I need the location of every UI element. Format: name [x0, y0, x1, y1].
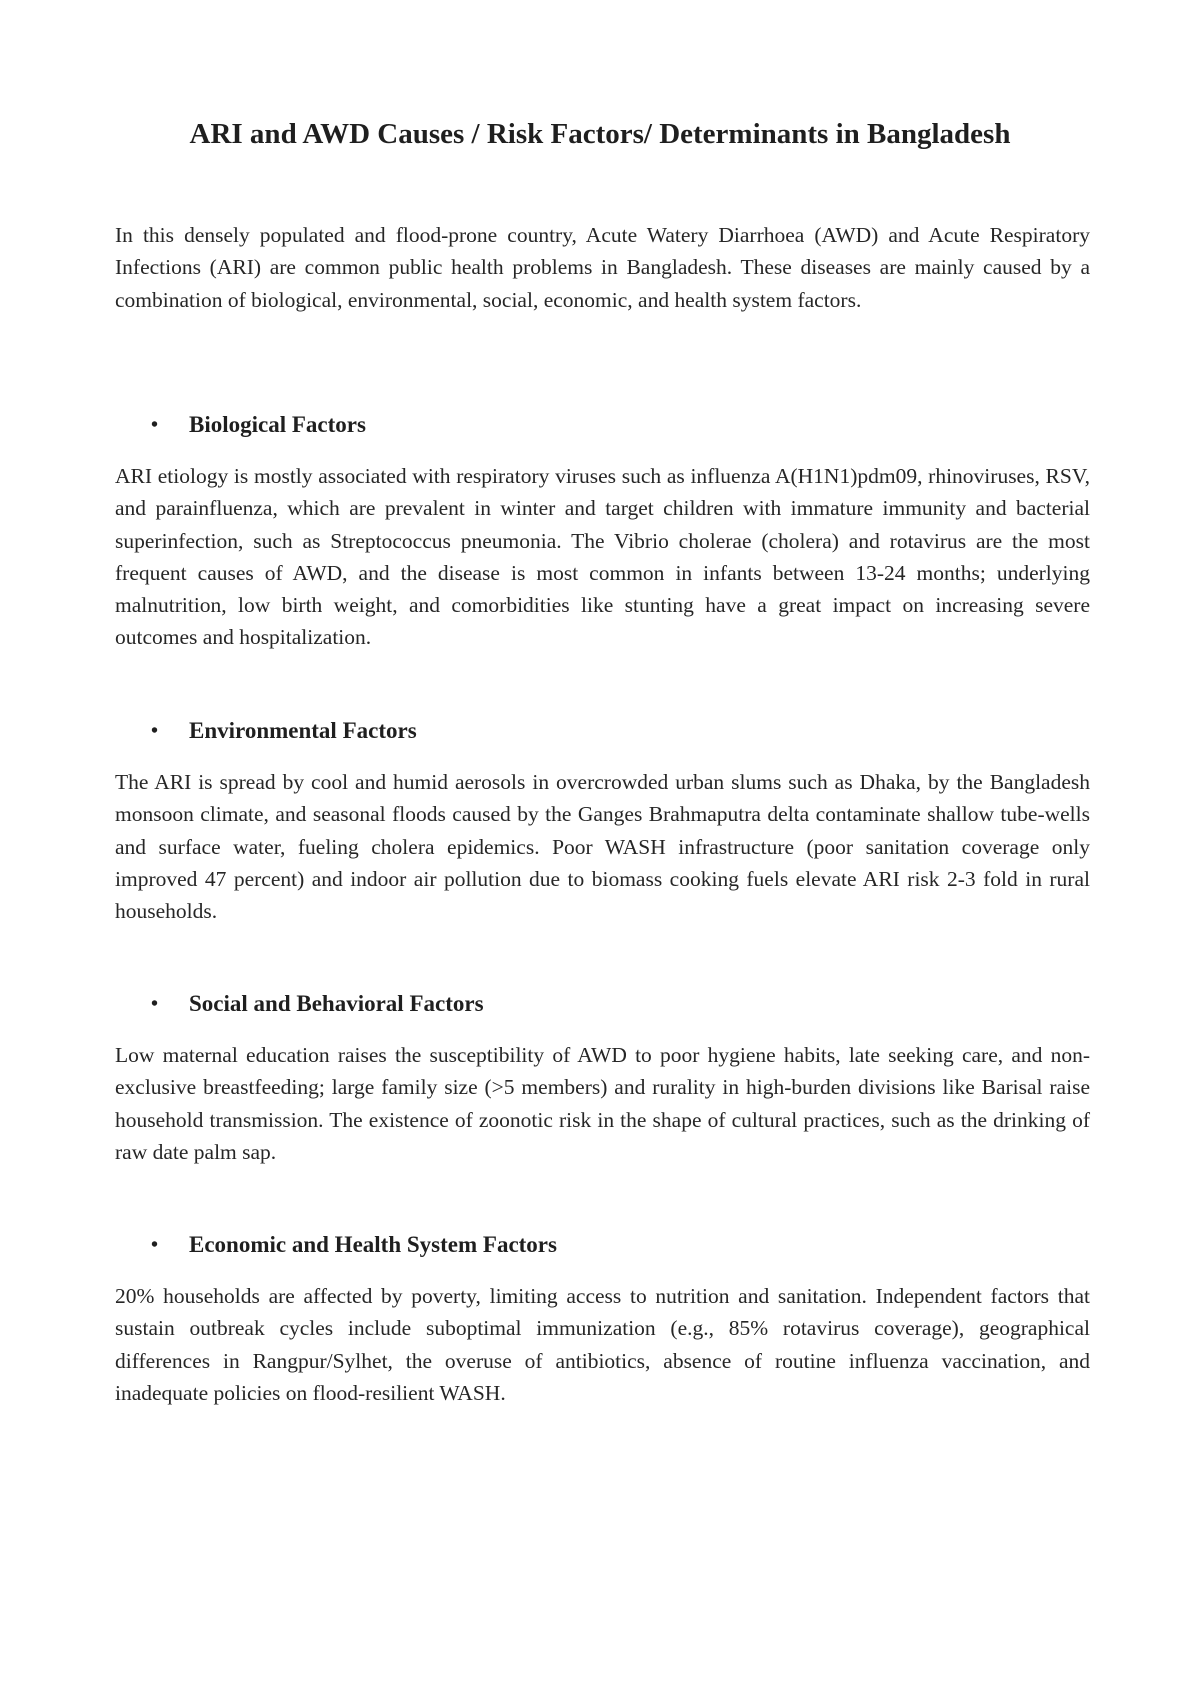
section-heading-biological: [151, 410, 851, 440]
intro-paragraph: In this densely populated and flood-prone country, Acute Watery Diarrhoea (AWD) and Acute Respiratory Infections (ARI) are common public health problems in Bangladesh. These diseases are mainly caused by a combination of biological, environmental, social, economic, and health system factors.: [115, 223, 1090, 312]
bullet-icon: •: [151, 720, 159, 742]
bullet-icon: •: [151, 414, 159, 436]
section-body-social: Low maternal education raises the susceptibility of AWD to poor hygiene habits, late seeking care, and non-exclusive breastfeeding; large family size (>5 members) and rurality in high-burden divisions like Barisal raise household transmission. The existence of zoonotic risk in the shape of cultural practices, such as the drinking of raw date palm sap.: [115, 1043, 1090, 1164]
section-heading-economic: [151, 1230, 851, 1260]
section-body-biological: ARI etiology is mostly associated with respiratory viruses such as influenza A(H1N1)pdm09, rhinoviruses, RSV, and parainfluenza, which are prevalent in winter and target children with immature immunity and bacterial superinfection, such as Streptococcus pneumonia. The Vibrio cholerae (cholera) and rotavirus are the most frequent causes of AWD, and the disease is most common in infants between 13-24 months; underlying malnutrition, low birth weight, and comorbidities like stunting have a great impact on increasing severe outcomes and hospitalization.: [115, 464, 1090, 650]
document-title: ARI and AWD Causes / Risk Factors/ Determinants in Bangladesh: [189, 118, 1011, 150]
section-heading-label: Biological Factors: [189, 412, 366, 437]
section-heading-environmental: [151, 716, 851, 746]
section-body-environmental: The ARI is spread by cool and humid aerosols in overcrowded urban slums such as Dhaka, by the Bangladesh monsoon climate, and seasonal floods caused by the Ganges Brahmaputra delta contaminate shallow tube-wells and surface water, fueling cholera epidemics. Poor WASH infrastructure (poor sanitation coverage only improved 47 percent) and indoor air pollution due to biomass cooking fuels elevate ARI risk 2-3 fold in rural households.: [115, 770, 1090, 924]
section-heading-label: Environmental Factors: [189, 718, 417, 743]
section-body-economic: 20% households are affected by poverty, limiting access to nutrition and sanitation. Independent factors that sustain outbreak cycles include suboptimal immunization (e.g., 85% rotavirus coverage), geographical differences in Rangpur/Sylhet, the overuse of antibiotics, absence of routine influenza vaccination, and inadequate policies on flood-resilient WASH.: [115, 1284, 1090, 1405]
section-heading-label: Social and Behavioral Factors: [189, 991, 484, 1016]
section-heading-label: Economic and Health System Factors: [189, 1232, 557, 1257]
section-heading-social: [151, 989, 851, 1019]
bullet-icon: •: [151, 1234, 159, 1256]
bullet-icon: •: [151, 993, 159, 1015]
